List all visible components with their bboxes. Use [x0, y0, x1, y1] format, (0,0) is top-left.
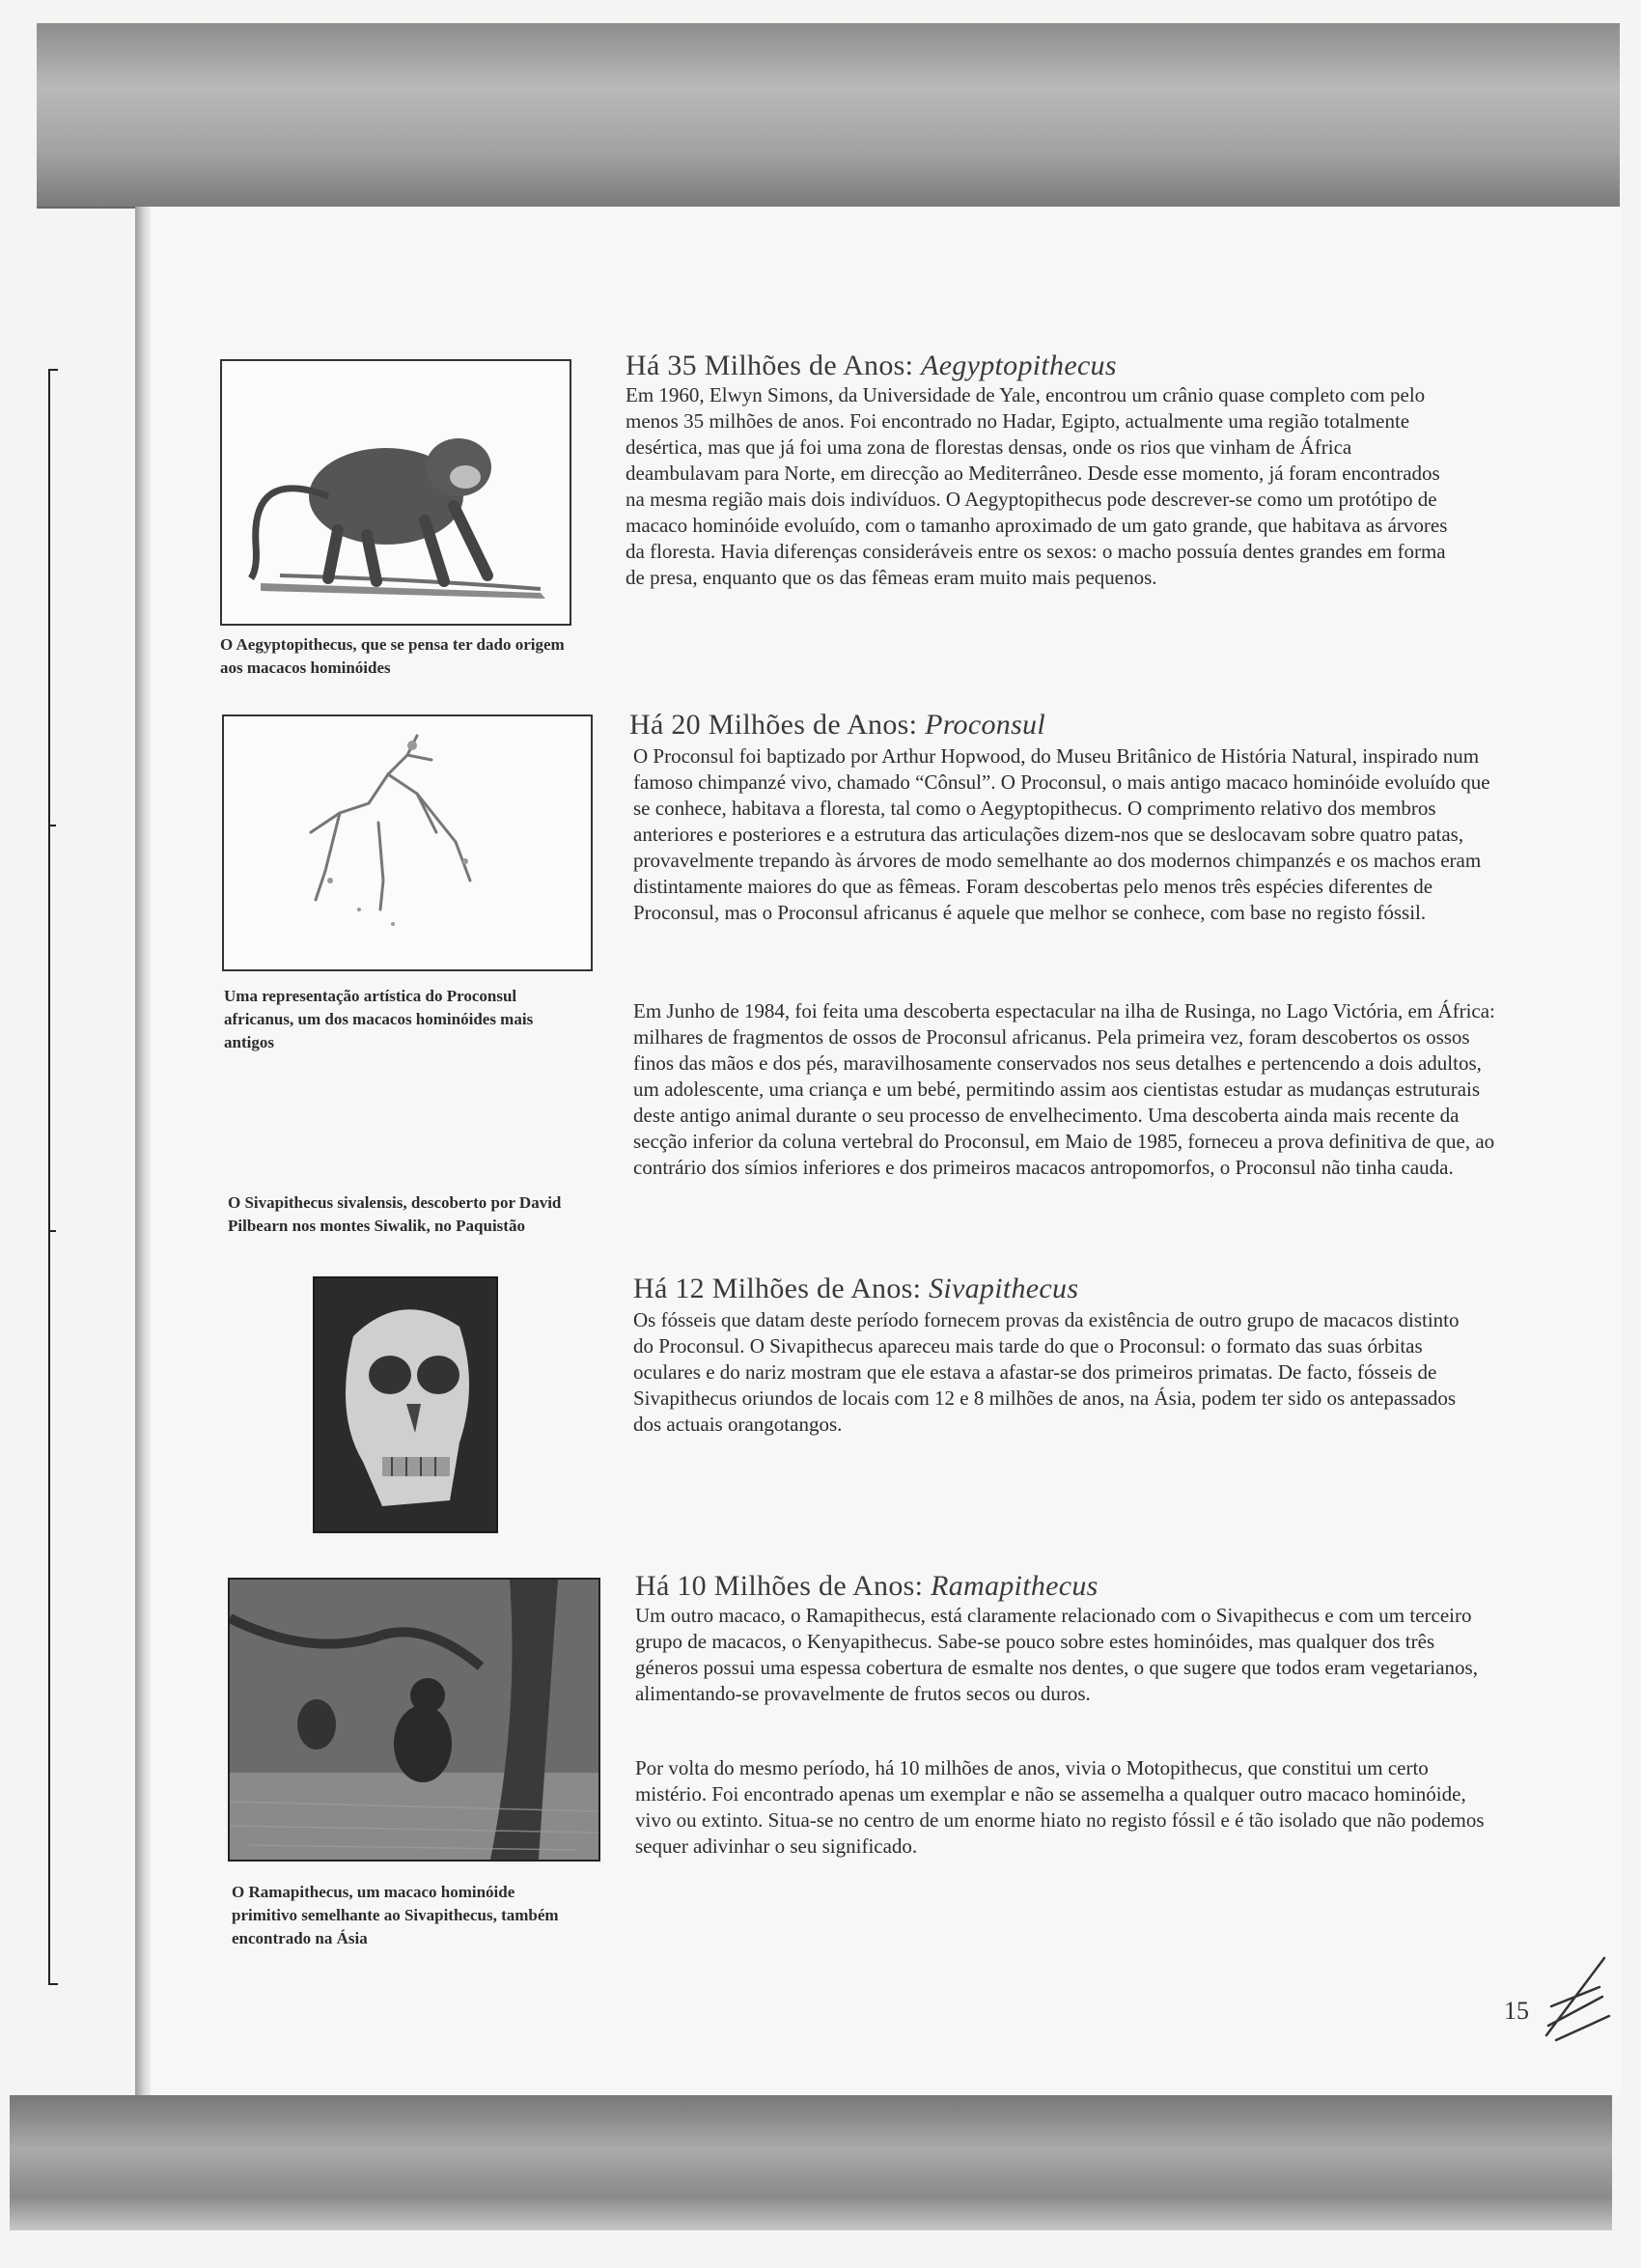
margin-rule — [48, 369, 58, 1985]
handwritten-signature — [1537, 1948, 1614, 2045]
paragraph-ramapithecus-2: Por volta do mesmo período, há 10 milhões de anos, vivia o Motopithecus, que constitui um certo mistério. Foi encontrado apenas um exemplar e não se assemelha a qualquer outro macaco hominóide, vivo ou extinto. Situa-se no centro de um enorme hiato no registo fóssil e é tão isolado que não podemos sequer adivinhar o seu significado. — [635, 1756, 1485, 1858]
paragraph-aegyptopithecus-1: Em 1960, Elwyn Simons, da Universidade de Yale, encontrou um crânio quase completo com pelo menos 35 milhões de anos. Foi encontrado no Hadar, Egipto, actualmente uma região totalmente desértica, mas que já foi uma zona de florestas densas, onde os rios que vinham de África deambulavam para Norte, em direcção ao Mediterrâneo. Desde esse momento, já foram encontrados na mesma região mais dois indivíduos. O Aegyptopithecus pode descrever-se como um protótipo de macaco hominóide evoluído, com o tamanho aproximado de um gato grande, que habitava as árvores da floresta. Havia diferenças consideráveis entre os sexos: o macho possuía dentes grandes em forma de presa, enquanto que os das fêmeas eram muito mais pequenos. — [626, 383, 1448, 589]
ramapithecus-illustration — [228, 1578, 600, 1862]
caption-aegyptopithecus: O Aegyptopithecus, que se pensa ter dado origem aos macacos hominóides — [220, 635, 565, 677]
page-number: 15 — [1504, 1997, 1529, 2025]
heading-proconsul: Há 20 Milhões de Anos: Proconsul — [629, 709, 1045, 741]
skull-image — [315, 1278, 496, 1531]
sivapithecus-skull-photo — [313, 1276, 498, 1533]
heading-ramapithecus: Há 10 Milhões de Anos: Ramapithecus — [635, 1570, 1099, 1602]
aegyptopithecus-illustration — [220, 359, 571, 626]
heading-aegyptopithecus: Há 35 Milhões de Anos: Aegyptopithecus — [626, 350, 1117, 381]
paragraph-ramapithecus-1: Um outro macaco, o Ramapithecus, está claramente relacionado com o Sivapithecus e com um terceiro grupo de macacos, o Kenyapithecus. Sabe-se pouco sobre estes hominóides, mas qualquer dos três géneros possui uma espessa cobertura de esmalte nos dentes, o que sugere que todos eram vegetarianos, alimentando-se provavelmente de frutos secos ou duros. — [635, 1604, 1478, 1705]
paragraph-proconsul-2: Em Junho de 1984, foi feita uma descoberta espectacular na ilha de Rusinga, no Lago Victória, em África: milhares de fragmentos de ossos de Proconsul africanus. Pela primeira vez, foram descobertos os ossos finos das mãos e dos pés, maravilhosamente conservados nos seus detalhes e pertencendo a dois adultos, um adolescente, uma criança e um bebé, permitindo assim aos cientistas estudar as mudanças estruturais deste antigo animal durante o seu processo de envelhecimento. Uma descoberta ainda mais recente da secção inferior da coluna vertebral do Proconsul, em Maio de 1985, forneceu a prova definitiva de que, ao contrário dos símios inferiores e dos primeiros macacos antropomorfos, o Proconsul não tinha cauda. — [633, 999, 1495, 1179]
page-spine — [135, 207, 151, 2095]
proconsul-illustration — [222, 714, 593, 971]
monkey-drawing — [222, 361, 570, 624]
scan-shadow-top — [37, 23, 1620, 209]
paragraph-sivapithecus-1: Os fósseis que datam deste período fornecem provas da existência de outro grupo de macacos distinto do Proconsul. O Sivapithecus apareceu mais tarde do que o Proconsul: o formato das suas órbitas oculares e do nariz mostram que ele estava a afastar-se dos primeiros primatas. De facto, fósseis de Sivapithecus oriundos de locais com 12 e 8 milhões de anos, na Ásia, podem ter sido os antepassados dos actuais orangotangos. — [633, 1308, 1460, 1436]
heading-sivapithecus: Há 12 Milhões de Anos: Sivapithecus — [633, 1273, 1079, 1304]
scan-shadow-bottom — [10, 2095, 1612, 2230]
caption-sivapithecus: O Sivapithecus sivalensis, descoberto por David Pilbearn nos montes Siwalik, no Paquistão — [228, 1193, 562, 1235]
caption-ramapithecus: O Ramapithecus, um macaco hominóide primitivo semelhante ao Sivapithecus, também encontrado na Ásia — [232, 1883, 559, 1947]
forest-scene — [230, 1580, 598, 1860]
paragraph-proconsul-1: O Proconsul foi baptizado por Arthur Hopwood, do Museu Britânico de História Natural, inspirado num famoso chimpanzé vivo, chamado “Cônsul”. O Proconsul, o mais antigo macaco hominóide evoluído que se conhece, habitava a floresta, tal como o Aegyptopithecus. O comprimento relativo dos membros anteriores e posteriores e a estrutura das articulações dizem-nos que se deslocavam sobre quatro patas, provavelmente trepando às árvores de modo semelhante ao dos modernos chimpanzés e os machos eram distintamente maiores do que as fêmeas. Foram descobertas pelo menos três espécies diferentes de Proconsul, mas o Proconsul africanus é aquele que melhor se conhece, com base no registo fóssil. — [633, 744, 1490, 924]
skeleton-sketch — [224, 716, 591, 969]
caption-proconsul: Uma representação artística do Proconsul africanus, um dos macacos hominóides mais antigos — [224, 987, 534, 1051]
